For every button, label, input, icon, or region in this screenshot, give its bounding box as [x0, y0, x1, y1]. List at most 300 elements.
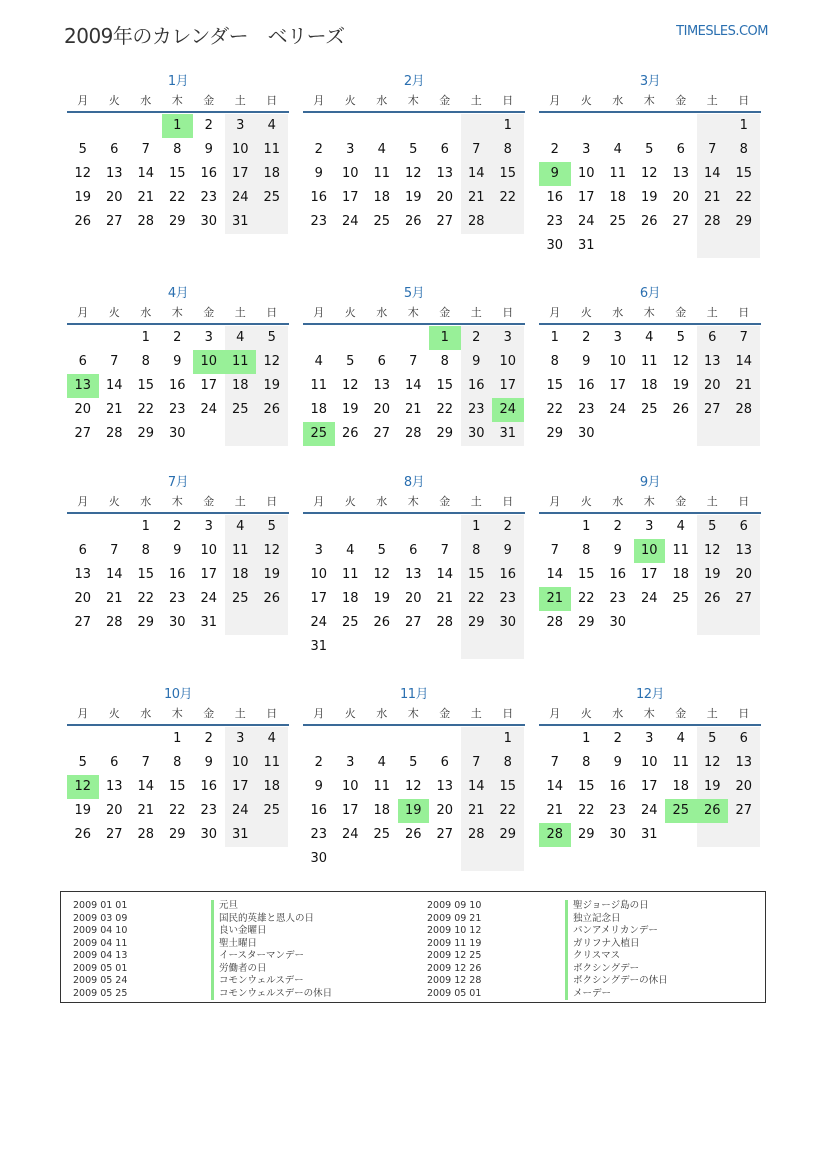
holiday-day-cell: 11 — [225, 350, 257, 374]
day-cell: 18 — [341, 591, 359, 606]
empty-cell — [99, 326, 131, 350]
day-cell: 7 — [141, 755, 150, 770]
day-cell: 5 — [78, 142, 87, 157]
day-cell: 6 — [377, 354, 386, 369]
day-cell: 18 — [672, 779, 690, 794]
day-cell: 14 — [137, 779, 155, 794]
day-cell: 27 — [74, 615, 92, 630]
day-cell: 10 — [492, 350, 524, 374]
month-title: 3月 — [639, 74, 661, 89]
day-cell: 21 — [461, 186, 493, 210]
day-cell: 16 — [310, 803, 328, 818]
day-cell: 16 — [168, 567, 186, 582]
weekday-label: 土 — [706, 94, 718, 107]
month-calendar — [539, 285, 761, 446]
day-cell: 2 — [461, 326, 493, 350]
weekday-label: 月 — [313, 94, 325, 107]
day-cell: 26 — [74, 827, 92, 842]
day-cell: 3 — [225, 727, 257, 751]
day-cell: 29 — [577, 615, 595, 630]
weekday-label: 木 — [643, 495, 655, 508]
day-cell: 10 — [577, 166, 595, 181]
weekday-header — [539, 704, 761, 726]
holiday-day-cell: 12 — [67, 775, 99, 799]
day-cell: 24 — [310, 615, 328, 630]
day-cell: 27 — [373, 426, 391, 441]
day-cell: 13 — [105, 166, 123, 181]
empty-cell — [728, 611, 760, 635]
empty-cell — [256, 210, 288, 234]
weekday-label: 木 — [643, 94, 655, 107]
day-cell: 26 — [373, 615, 391, 630]
day-cell: 22 — [492, 799, 524, 823]
empty-cell — [634, 611, 666, 635]
day-cell: 5 — [645, 142, 654, 157]
day-cell: 19 — [672, 378, 690, 393]
day-cell: 29 — [461, 611, 493, 635]
empty-cell — [398, 727, 430, 751]
day-cell: 3 — [346, 755, 355, 770]
day-cell: 18 — [256, 162, 288, 186]
day-cell: 8 — [141, 354, 150, 369]
day-cell: 17 — [310, 591, 328, 606]
day-cell: 28 — [137, 214, 155, 229]
day-cell: 8 — [141, 543, 150, 558]
day-cell: 1 — [550, 330, 559, 345]
day-cell: 7 — [110, 354, 119, 369]
day-cell: 8 — [728, 138, 760, 162]
day-cell: 16 — [546, 190, 564, 205]
month-title: 10月 — [163, 687, 193, 702]
weekday-label: 金 — [439, 94, 451, 107]
day-cell: 4 — [256, 727, 288, 751]
holiday-date: 2009 12 26 — [427, 962, 482, 974]
day-cell: 27 — [105, 214, 123, 229]
day-cell: 19 — [256, 563, 288, 587]
holiday-day-cell: 10 — [634, 539, 666, 563]
weekday-header — [303, 91, 525, 113]
day-cell: 12 — [256, 539, 288, 563]
day-cell: 20 — [436, 803, 454, 818]
weekday-label: 木 — [407, 94, 419, 107]
day-cell: 24 — [200, 402, 218, 417]
day-cell: 30 — [546, 238, 564, 253]
day-cell: 28 — [546, 615, 564, 630]
day-cell: 4 — [256, 114, 288, 138]
day-cell: 21 — [728, 374, 760, 398]
day-cell: 7 — [409, 354, 418, 369]
day-cell: 16 — [609, 567, 627, 582]
day-cell: 3 — [613, 330, 622, 345]
day-cell: 15 — [546, 378, 564, 393]
day-cell: 16 — [461, 374, 493, 398]
day-grid — [67, 514, 289, 635]
weekday-label: 木 — [171, 495, 183, 508]
day-cell: 6 — [440, 142, 449, 157]
day-cell: 19 — [697, 563, 729, 587]
day-cell: 6 — [78, 543, 87, 558]
day-cell: 14 — [461, 775, 493, 799]
weekday-header — [539, 91, 761, 113]
day-cell: 4 — [377, 755, 386, 770]
day-cell: 29 — [137, 426, 155, 441]
month-title: 6月 — [639, 286, 661, 301]
day-cell: 17 — [200, 378, 218, 393]
day-cell: 5 — [78, 755, 87, 770]
day-cell: 29 — [436, 426, 454, 441]
day-cell: 2 — [204, 731, 213, 746]
day-cell: 18 — [672, 567, 690, 582]
day-cell: 2 — [613, 731, 622, 746]
day-cell: 12 — [404, 166, 422, 181]
holiday-name: パンアメリカンデー — [565, 925, 658, 938]
day-cell: 5 — [409, 755, 418, 770]
day-cell: 18 — [373, 803, 391, 818]
day-cell: 2 — [314, 142, 323, 157]
empty-cell — [461, 847, 493, 871]
day-cell: 2 — [550, 142, 559, 157]
day-cell: 20 — [105, 190, 123, 205]
weekday-label: 金 — [203, 306, 215, 319]
day-cell: 7 — [550, 543, 559, 558]
day-cell: 23 — [461, 398, 493, 422]
weekday-label: 水 — [612, 306, 624, 319]
day-cell: 29 — [546, 426, 564, 441]
empty-cell — [130, 727, 162, 751]
holiday-day-cell: 25 — [303, 422, 335, 446]
empty-cell — [366, 635, 398, 659]
weekday-label: 月 — [313, 707, 325, 720]
weekday-label: 火 — [108, 707, 120, 720]
day-cell: 14 — [697, 162, 729, 186]
day-cell: 15 — [168, 166, 186, 181]
day-cell: 11 — [640, 354, 658, 369]
day-cell: 20 — [436, 190, 454, 205]
day-cell: 29 — [168, 214, 186, 229]
day-cell: 28 — [461, 823, 493, 847]
day-cell: 21 — [137, 803, 155, 818]
day-cell: 6 — [440, 755, 449, 770]
weekday-label: 金 — [675, 495, 687, 508]
holiday-date: 2009 05 24 — [73, 975, 128, 986]
empty-cell — [366, 114, 398, 138]
weekday-label: 日 — [266, 495, 278, 508]
weekday-header — [67, 91, 289, 113]
day-cell: 22 — [436, 402, 454, 417]
day-cell: 5 — [697, 727, 729, 751]
day-cell: 26 — [256, 398, 288, 422]
weekday-label: 火 — [580, 306, 592, 319]
holiday-date: 2009 09 21 — [427, 912, 482, 924]
day-cell: 28 — [697, 210, 729, 234]
holiday-date: 2009 10 12 — [427, 925, 482, 936]
day-cell: 1 — [141, 519, 150, 534]
day-cell: 22 — [137, 402, 155, 417]
day-cell: 8 — [461, 539, 493, 563]
brand-link[interactable]: TIMESLES.COM — [676, 24, 768, 39]
weekday-label: 土 — [234, 94, 246, 107]
day-cell: 30 — [609, 827, 627, 842]
weekday-label: 木 — [171, 94, 183, 107]
day-cell: 23 — [577, 402, 595, 417]
day-cell: 31 — [225, 823, 257, 847]
weekday-header — [67, 303, 289, 325]
day-cell: 19 — [640, 190, 658, 205]
weekday-label: 火 — [344, 707, 356, 720]
day-cell: 2 — [173, 519, 182, 534]
weekday-label: 火 — [344, 306, 356, 319]
day-cell: 18 — [225, 563, 257, 587]
day-cell: 23 — [609, 803, 627, 818]
day-grid — [539, 325, 761, 446]
month-calendar — [67, 474, 289, 635]
day-grid — [539, 726, 761, 847]
day-cell: 24 — [341, 214, 359, 229]
holiday-name: 聖ジョージ島の日 — [565, 900, 649, 913]
day-cell: 19 — [373, 591, 391, 606]
empty-cell — [99, 515, 131, 539]
day-cell: 18 — [609, 190, 627, 205]
day-cell: 3 — [645, 731, 654, 746]
holiday-name: ボクシングデーの休日 — [565, 975, 668, 988]
day-cell: 10 — [341, 166, 359, 181]
day-cell: 18 — [256, 775, 288, 799]
day-cell: 17 — [225, 775, 257, 799]
day-cell: 27 — [404, 615, 422, 630]
weekday-label: 月 — [77, 495, 89, 508]
day-cell: 26 — [672, 402, 690, 417]
weekday-header — [303, 704, 525, 726]
weekday-label: 日 — [266, 707, 278, 720]
empty-cell — [665, 234, 697, 258]
empty-cell — [539, 114, 571, 138]
weekday-label: 日 — [266, 94, 278, 107]
holiday-date: 2009 04 10 — [73, 925, 128, 936]
month-title: 2月 — [403, 74, 425, 89]
weekday-label: 月 — [313, 306, 325, 319]
weekday-label: 金 — [675, 707, 687, 720]
day-cell: 22 — [168, 803, 186, 818]
day-cell: 8 — [492, 138, 524, 162]
day-cell: 6 — [110, 142, 119, 157]
day-cell: 28 — [105, 615, 123, 630]
day-cell: 18 — [225, 374, 257, 398]
weekday-label: 水 — [612, 94, 624, 107]
empty-cell — [303, 326, 335, 350]
weekday-label: 月 — [313, 495, 325, 508]
weekday-header — [303, 303, 525, 325]
day-cell: 19 — [697, 775, 729, 799]
day-cell: 12 — [74, 166, 92, 181]
holiday-date: 2009 01 01 — [73, 900, 128, 911]
weekday-label: 月 — [549, 306, 561, 319]
day-cell: 3 — [582, 142, 591, 157]
day-cell: 28 — [137, 827, 155, 842]
weekday-label: 金 — [439, 495, 451, 508]
weekday-label: 火 — [108, 94, 120, 107]
day-cell: 19 — [256, 374, 288, 398]
weekday-header — [303, 492, 525, 514]
day-cell: 5 — [697, 515, 729, 539]
day-cell: 23 — [168, 402, 186, 417]
day-cell: 26 — [256, 587, 288, 611]
day-grid — [67, 726, 289, 847]
day-cell: 25 — [609, 214, 627, 229]
day-cell: 10 — [200, 543, 218, 558]
empty-cell — [67, 326, 99, 350]
day-cell: 20 — [74, 591, 92, 606]
empty-cell — [429, 847, 461, 871]
day-cell: 29 — [577, 827, 595, 842]
empty-cell — [335, 515, 367, 539]
day-cell: 1 — [582, 519, 591, 534]
weekday-label: 金 — [203, 707, 215, 720]
day-cell: 3 — [346, 142, 355, 157]
empty-cell — [461, 727, 493, 751]
day-cell: 4 — [225, 515, 257, 539]
day-cell: 14 — [105, 567, 123, 582]
month-calendar — [539, 73, 761, 258]
day-cell: 10 — [225, 138, 257, 162]
day-cell: 22 — [577, 591, 595, 606]
empty-cell — [67, 515, 99, 539]
day-cell: 30 — [168, 426, 186, 441]
weekday-header — [539, 303, 761, 325]
day-cell: 7 — [440, 543, 449, 558]
day-cell: 8 — [173, 142, 182, 157]
day-cell: 27 — [436, 827, 454, 842]
day-cell: 31 — [492, 422, 524, 446]
weekday-label: 水 — [140, 707, 152, 720]
day-cell: 30 — [168, 615, 186, 630]
day-grid — [303, 514, 525, 659]
empty-cell — [398, 114, 430, 138]
day-cell: 17 — [640, 779, 658, 794]
day-cell: 7 — [697, 138, 729, 162]
empty-cell — [256, 823, 288, 847]
empty-cell — [634, 422, 666, 446]
day-cell: 22 — [137, 591, 155, 606]
day-cell: 6 — [409, 543, 418, 558]
empty-cell — [398, 635, 430, 659]
empty-cell — [67, 114, 99, 138]
day-grid — [303, 325, 525, 446]
day-cell: 26 — [404, 827, 422, 842]
weekday-label: 土 — [470, 306, 482, 319]
holiday-day-cell: 1 — [162, 114, 194, 138]
empty-cell — [366, 727, 398, 751]
day-cell: 27 — [672, 214, 690, 229]
weekday-label: 火 — [108, 495, 120, 508]
day-cell: 4 — [314, 354, 323, 369]
empty-cell — [303, 515, 335, 539]
holiday-name: イースターマンデー — [211, 950, 304, 963]
day-cell: 4 — [676, 731, 685, 746]
day-cell: 17 — [225, 162, 257, 186]
empty-cell — [539, 515, 571, 539]
weekday-label: 金 — [439, 707, 451, 720]
day-cell: 28 — [728, 398, 760, 422]
day-cell: 4 — [346, 543, 355, 558]
day-cell: 11 — [672, 755, 690, 770]
day-cell: 24 — [225, 799, 257, 823]
weekday-label: 日 — [738, 306, 750, 319]
day-cell: 29 — [137, 615, 155, 630]
day-cell: 22 — [577, 803, 595, 818]
day-cell: 30 — [200, 214, 218, 229]
day-cell: 20 — [74, 402, 92, 417]
day-cell: 22 — [461, 587, 493, 611]
day-grid — [303, 726, 525, 871]
empty-cell — [634, 114, 666, 138]
empty-cell — [303, 114, 335, 138]
day-cell: 31 — [225, 210, 257, 234]
day-cell: 3 — [645, 519, 654, 534]
day-cell: 15 — [137, 378, 155, 393]
empty-cell — [335, 847, 367, 871]
day-cell: 8 — [492, 751, 524, 775]
month-calendar — [539, 686, 761, 847]
day-cell: 2 — [204, 118, 213, 133]
empty-cell — [366, 847, 398, 871]
empty-cell — [602, 234, 634, 258]
day-cell: 23 — [200, 803, 218, 818]
day-cell: 16 — [609, 779, 627, 794]
day-cell: 20 — [728, 563, 760, 587]
day-cell: 13 — [404, 567, 422, 582]
weekday-label: 火 — [344, 495, 356, 508]
weekday-label: 水 — [376, 306, 388, 319]
holiday-date: 2009 04 11 — [73, 937, 128, 949]
day-cell: 19 — [74, 803, 92, 818]
day-cell: 14 — [461, 162, 493, 186]
weekday-label: 木 — [643, 707, 655, 720]
empty-cell — [697, 611, 729, 635]
day-cell: 12 — [256, 350, 288, 374]
holiday-day-cell: 10 — [193, 350, 225, 374]
day-cell: 29 — [168, 827, 186, 842]
day-cell: 9 — [314, 779, 323, 794]
holiday-name: コモンウェルスデーの休日 — [211, 988, 332, 1001]
day-cell: 30 — [200, 827, 218, 842]
month-title: 5月 — [403, 286, 425, 301]
holiday-name: 元旦 — [211, 900, 238, 913]
weekday-label: 月 — [549, 707, 561, 720]
day-cell: 26 — [74, 214, 92, 229]
weekday-label: 土 — [234, 495, 246, 508]
day-cell: 25 — [256, 186, 288, 210]
weekday-label: 水 — [140, 306, 152, 319]
holiday-day-cell: 28 — [539, 823, 571, 847]
day-cell: 13 — [373, 378, 391, 393]
weekday-label: 土 — [706, 495, 718, 508]
holiday-name: 聖土曜日 — [211, 938, 257, 951]
day-cell: 15 — [492, 775, 524, 799]
weekday-label: 日 — [266, 306, 278, 319]
weekday-label: 木 — [171, 306, 183, 319]
weekday-label: 土 — [706, 707, 718, 720]
day-cell: 22 — [728, 186, 760, 210]
day-cell: 8 — [173, 755, 182, 770]
month-calendar — [303, 474, 525, 659]
day-cell: 11 — [609, 166, 627, 181]
month-title: 12月 — [635, 687, 665, 702]
empty-cell — [429, 727, 461, 751]
day-cell: 7 — [141, 142, 150, 157]
day-cell: 25 — [640, 402, 658, 417]
weekday-label: 水 — [140, 94, 152, 107]
holiday-day-cell: 9 — [539, 162, 571, 186]
